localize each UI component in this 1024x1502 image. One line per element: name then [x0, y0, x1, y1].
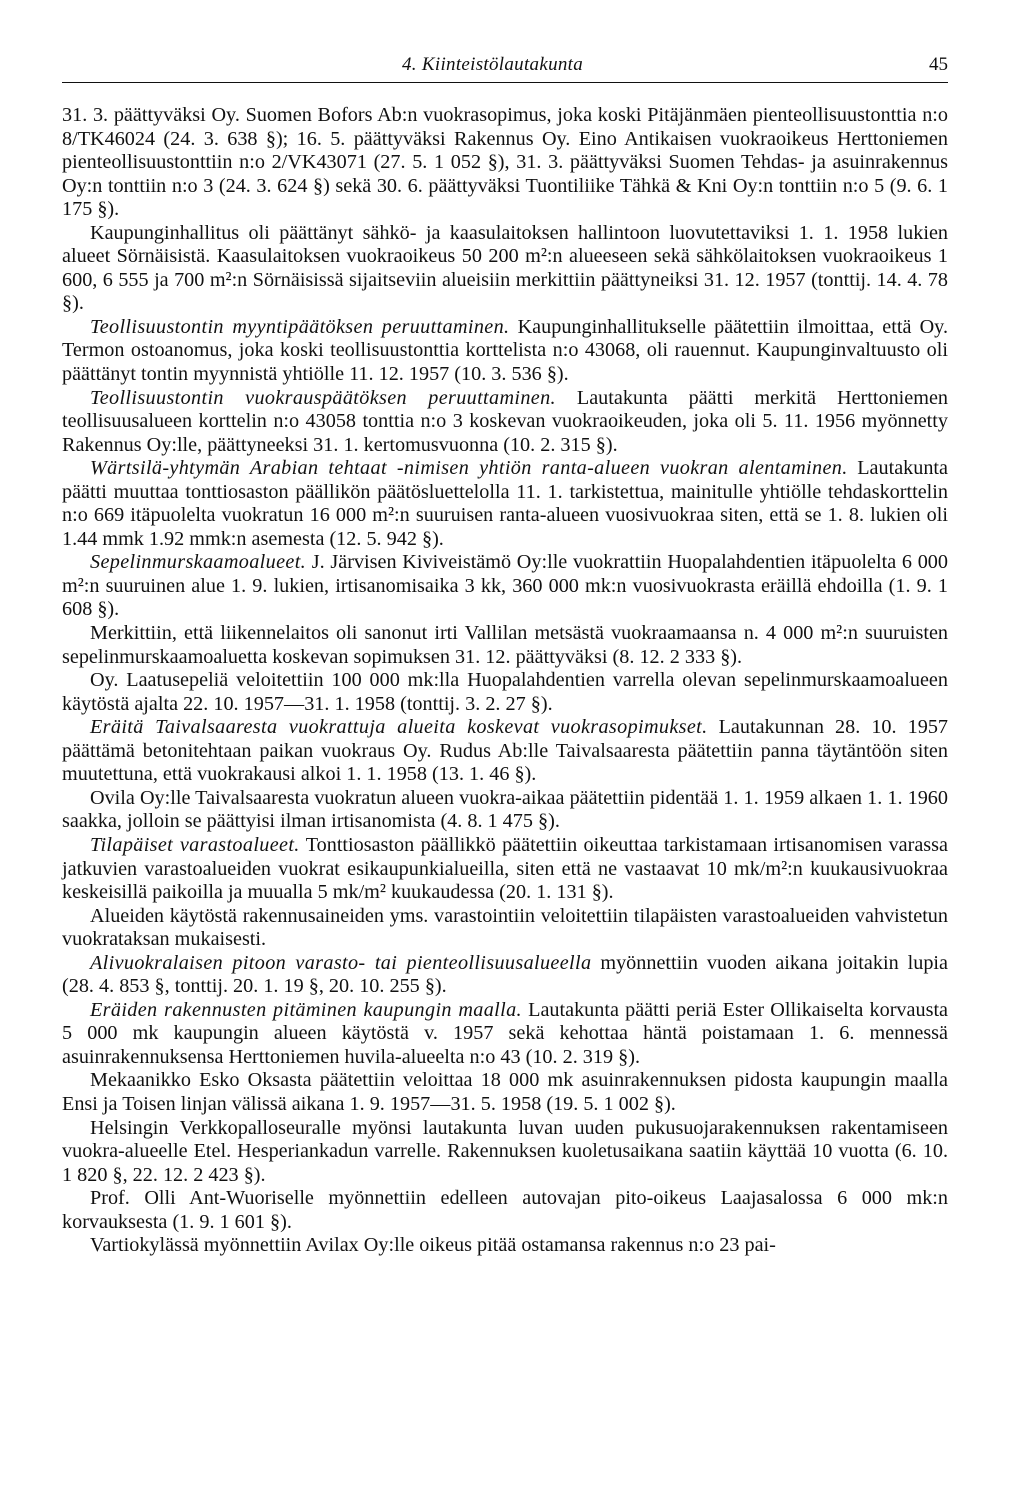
paragraph-text: myönnettiin vuoden aikana joitakin lupia (28. 4. 853 §, tonttij. 20. 1. 19 §, 20. 10. 255 §). — [62, 951, 948, 998]
paragraph — [62, 387, 948, 458]
paragraph-text: Oy. Laatusepeliä veloitettiin 100 000 mk:lla Huopalahdentien varrella olevan sepelinmurskaamoalueen käytöstä ajalta 22. 10. 1957—31. 1. 1958 (tonttij. 3. 2. 27 §). — [62, 669, 948, 715]
paragraph — [62, 787, 948, 834]
paragraph-text: Lautakunta päätti merkitä Herttoniemen teollisuusalueen korttelin n:o 43058 tonttia n:o 3 koskevan vuokraoikeuden, joka oli 5. 11. 1956 myönnetty Rakennus Oy:lle, päättyneeksi 31. 1. kertomusvuonna (10. 2. 315 §). — [62, 386, 948, 456]
paragraph-text: Kaupunginhallitukselle päätettiin ilmoittaa, että Oy. Termon ostoanomus, joka koski teollisuustonttia korttelista n:o 43068, oli rauennut. Kaupunginvaltuusto oli päättänyt tontin myynnistä yhtiölle 11. 12. 1957 (10. 3. 536 §). — [62, 315, 948, 386]
running-header — [62, 52, 948, 83]
paragraph — [62, 104, 948, 222]
section-heading: Eräitä Taivalsaaresta vuokrattuja alueita koskevat vuokrasopimukset. — [90, 716, 708, 739]
paragraph-text: Mekaanikko Esko Oksasta päätettiin veloittaa 18 000 mk asuinrakennuksen pidosta kaupungin maalla Ensi ja Toisen linjan välissä aikana 1. 9. 1957—31. 5. 1958 (19. 5. 1 002 §). — [62, 1069, 948, 1115]
body-text — [62, 104, 948, 1258]
paragraph — [62, 551, 948, 622]
paragraph — [62, 999, 948, 1070]
paragraph-text: 31. 3. päättyväksi Oy. Suomen Bofors Ab:n vuokrasopimus, joka koski Pitäjänmäen pienteollisuustonttia n:o 8/TK46024 (24. 3. 638 §); 16. 5. päättyväksi Rakennus Oy. Eino Antikaisen vuokraoikeus Herttoniemen pienteollisuustonttiin n:o 2/VK43071 (27. 5. 1 052 §), 31. 3. päättyväksi Suomen Tehdas- ja asuinrakennus Oy:n tonttiin n:o 3 (24. 3. 624 §) sekä 30. 6. päättyväksi Tuontiliike Tähkä & Kni Oy:n tonttiin n:o 5 (9. 6. 1 175 §). — [62, 104, 948, 221]
paragraph — [62, 1069, 948, 1116]
paragraph — [62, 1117, 948, 1188]
running-title: 4. Kiinteistölautakunta — [402, 54, 584, 75]
section-heading: Eräiden rakennusten pitäminen kaupungin maalla. — [90, 998, 522, 1021]
section-heading: Sepelinmurskaamoalueet. — [90, 551, 307, 574]
paragraph-text: Lautakunnan 28. 10. 1957 päättämä betonitehtaan paikan vuokraus Oy. Rudus Ab:lle Taivalsaaresta päätettiin panna täytäntöön siten muutettuna, että vuokrakausi alkoi 1. 1. 1958 (13. 1. 46 §). — [62, 716, 949, 786]
paragraph — [62, 834, 948, 905]
paragraph-text: Helsingin Verkkopalloseuralle myönsi lautakunta luvan uuden pukusuojarakennuksen rakentamiseen vuokra-alueelle Etel. Hesperiankadun varrelle. Rakennuksen kuoletusaikana saatiin käyttää 10 vuotta (6. 10. 1 820 §, 22. 12. 2 423 §). — [62, 1116, 948, 1186]
paragraph-text: Lautakunta päätti periä Ester Ollikaiselta korvausta 5 000 mk kaupungin alueen käytöstä v. 1957 sekä kehottaa häntä poistamaan 1. 6. mennessä asuinrakennuksensa Herttoniemen huvila-alueelta n:o 43 (10. 2. 319 §). — [62, 998, 949, 1068]
paragraph — [62, 222, 948, 316]
section-heading: Alivuokralaisen pitoon varasto- tai pienteollisuusalueella — [90, 951, 592, 974]
page-number: 45 — [929, 54, 948, 75]
paragraph-text: Kaupunginhallitus oli päättänyt sähkö- ja kaasulaitoksen hallintoon luovutettaviksi 1. 1. 1958 lukien alueet Sörnäisistä. Kaasulaitoksen vuokraoikeus 50 200 m²:n alueeseen sekä sähkölaitoksen vuokraoikeus 1 600, 6 555 ja 700 m²:n Sörnäisissä sijaitseviin alueisiin merkittiin päättyneiksi 31. 12. 1957 (tonttij. 14. 4. 78 §). — [62, 221, 948, 315]
paragraph-text: Merkittiin, että liikennelaitos oli sanonut irti Vallilan metsästä vuokraamaansa n. 4 000 m²:n suuruisten sepelinmurskaamoaluetta koskevan sopimuksen 31. 12. päättyväksi (8. 12. 2 333 §). — [62, 622, 948, 668]
paragraph-text: Vartiokylässä myönnettiin Avilax Oy:lle oikeus pitää ostamansa rakennus n:o 23 pai- — [90, 1234, 776, 1257]
paragraph-text: Tonttiosaston päällikkö päätettiin oikeuttaa tarkistamaan irtisanomisen varassa jatkuvien varastoalueiden vuokrat esikaupunkialueilla, siten että ne vastaavat 10 mk/m²:n kuukausivuokraa keskeisillä paikoilla ja muualla 5 mk/m² kuukaudessa (20. 1. 131 §). — [62, 833, 948, 904]
section-heading: Teollisuustontin myyntipäätöksen peruuttaminen. — [90, 315, 510, 338]
paragraph — [62, 457, 948, 551]
paragraph — [62, 316, 948, 387]
paragraph-text: Prof. Olli Ant-Wuoriselle myönnettiin edelleen autovajan pito-oikeus Laajasalossa 6 000 mk:n korvauksesta (1. 9. 1 601 §). — [62, 1187, 948, 1233]
paragraph-text: Ovila Oy:lle Taivalsaaresta vuokratun alueen vuokra-aikaa päätettiin pidentää 1. 1. 1959 alkaen 1. 1. 1960 saakka, jolloin se päättyisi ilman irtisanomista (4. 8. 1 475 §). — [62, 786, 948, 833]
paragraph — [62, 1187, 948, 1234]
paragraph — [62, 716, 948, 787]
section-heading: Tilapäiset varastoalueet. — [90, 833, 300, 856]
section-heading: Wärtsilä-yhtymän Arabian tehtaat -nimisen yhtiön ranta-alueen vuokran alentaminen. — [90, 457, 848, 480]
paragraph — [62, 669, 948, 716]
paragraph-text: Alueiden käytöstä rakennusaineiden yms. varastointiin veloitettiin tilapäisten varastoalueiden vahvistetun vuokrataksan mukaisesti. — [62, 904, 948, 951]
paragraph — [62, 1234, 948, 1258]
paragraph-text: J. Järvisen Kiviveistämö Oy:lle vuokrattiin Huopalahdentien itäpuolelta 6 000 m²:n suuruinen alue 1. 9. lukien, irtisanomisaika 3 kk, 360 000 mk:n vuosivuokrasta eräillä ehdoilla (1. 9. 1 608 §). — [62, 551, 948, 621]
section-heading: Teollisuustontin vuokrauspäätöksen peruuttaminen. — [90, 386, 556, 409]
paragraph — [62, 905, 948, 952]
paragraph — [62, 952, 948, 999]
paragraph — [62, 622, 948, 669]
paragraph-text: Lautakunta päätti muuttaa tonttiosaston päällikön päätösluettelolla 11. 1. tarkistettua, mainitulle yhtiölle tehdaskorttelin n:o 669 itäpuolelta vuokratun 16 000 m²:n suuruisen ranta-alueen vuosivuokraa siten, että se 1. 8. lukien oli 1.44 mmk 1.92 mmk:n asemesta (12. 5. 942 §). — [62, 457, 949, 550]
